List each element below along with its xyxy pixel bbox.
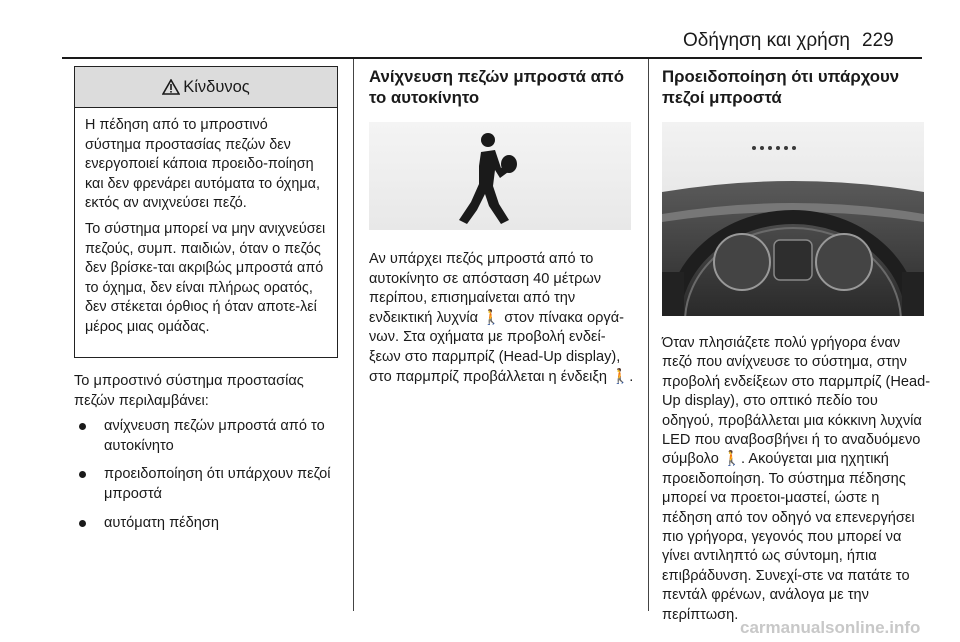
pedestrian-icon <box>369 122 631 230</box>
right-column <box>662 66 932 625</box>
header-rule <box>62 57 922 59</box>
bullet-icon <box>79 471 86 478</box>
bullet-icon <box>79 520 86 527</box>
danger-paragraph-2: Το σύστημα μπορεί να μην ανιχνεύσει πεζούς, συμπ. παιδιών, όταν ο πεζός δεν βρίσκε-ται ακριβώς μπροστά από το όχημα, δεν είναι πλήρως ορατός, δεν στέκεται όρθιος ή όταν αποτε-λεί μέρος μιας ομάδας. <box>85 220 326 335</box>
intro-paragraph: Το μπροστινό σύστημα προστασίας πεζών περιλαμβάνει: <box>74 373 304 409</box>
running-header-title: Οδήγηση και χρήση <box>683 30 850 51</box>
list-item-text: αυτόματη πέδηση <box>104 514 220 531</box>
danger-title: Κίνδυνος <box>183 77 250 96</box>
list-item <box>74 417 340 456</box>
dashboard-hud-image <box>662 122 924 316</box>
list-item <box>74 465 340 504</box>
warning-triangle-icon <box>162 79 180 95</box>
column-divider-2 <box>648 59 649 611</box>
warning-body: Όταν πλησιάζετε πολύ γρήγορα έναν πεζό που ανίχνευσε το σύστημα, στην προβολή ενδείξεων στο παρμπρίζ (Head-Up display), στο οπτικό πεδίο του οδηγού, προβάλλεται μια κόκκινη λυχνία LED που αναβοσβήνει ή το αναδυόμενο σύμβολο 🚶. Ακούγεται μια ηχητική προειδοποίηση. Το σύστημα πέδησης μπορεί να προετοι-μαστεί, ώστε η πέδηση από τον οδηγό να επενεργήσει πιο γρήγορα, γεγονός που μπορεί να γίνει αντιληπτό ως σύντομη, ήπια επιβράδυνση. Συνεχί-στε να πατάτε το πεντάλ φρένων, ανάλογα με την περίπτωση. <box>662 335 931 623</box>
column-divider-1 <box>353 59 354 611</box>
danger-body <box>75 108 337 338</box>
middle-column <box>369 66 635 387</box>
dashboard-hud-illustration <box>662 122 924 316</box>
list-item-text: ανίχνευση πεζών μπροστά από το αυτοκίνητο <box>104 418 325 454</box>
page-number: 229 <box>862 30 894 51</box>
section-heading-warning: Προειδοποίηση ότι υπάρχουν πεζοί μπροστά <box>662 67 900 107</box>
list-item-text: προειδοποίηση ότι υπάρχουν πεζοί μπροστά <box>104 466 331 502</box>
left-column-text <box>74 372 340 542</box>
watermark: carmanualsonline.info <box>740 618 921 637</box>
pedestrian-indicator-illustration <box>369 122 631 230</box>
danger-paragraph-1: Η πέδηση από το μπροστινό σύστημα προστασίας πεζών δεν ενεργοποιεί κάποια προειδο-ποίηση και δεν φρενάρει αυτόματα το όχημα, εκτός αν ανιχνεύσει πεζό. <box>85 117 320 212</box>
section-heading-detection: Ανίχνευση πεζών μπροστά από το αυτοκίνητο <box>369 67 625 107</box>
danger-box <box>74 66 338 358</box>
bullet-icon <box>79 423 86 430</box>
danger-header <box>75 67 337 108</box>
list-item <box>74 514 340 534</box>
detection-body: Αν υπάρχει πεζός μπροστά από το αυτοκίνητο σε απόσταση 40 μέτρων περίπου, επισημαίνεται από την ενδεικτική λυχνία 🚶 στον πίνακα οργά-νων. Στα οχήματα με προβολή ενδεί-ξεων στο παρμπρίζ (Head-Up display), στο παρμπρίζ προβάλλεται η ένδειξη 🚶. <box>369 251 634 385</box>
feature-list <box>74 417 340 533</box>
